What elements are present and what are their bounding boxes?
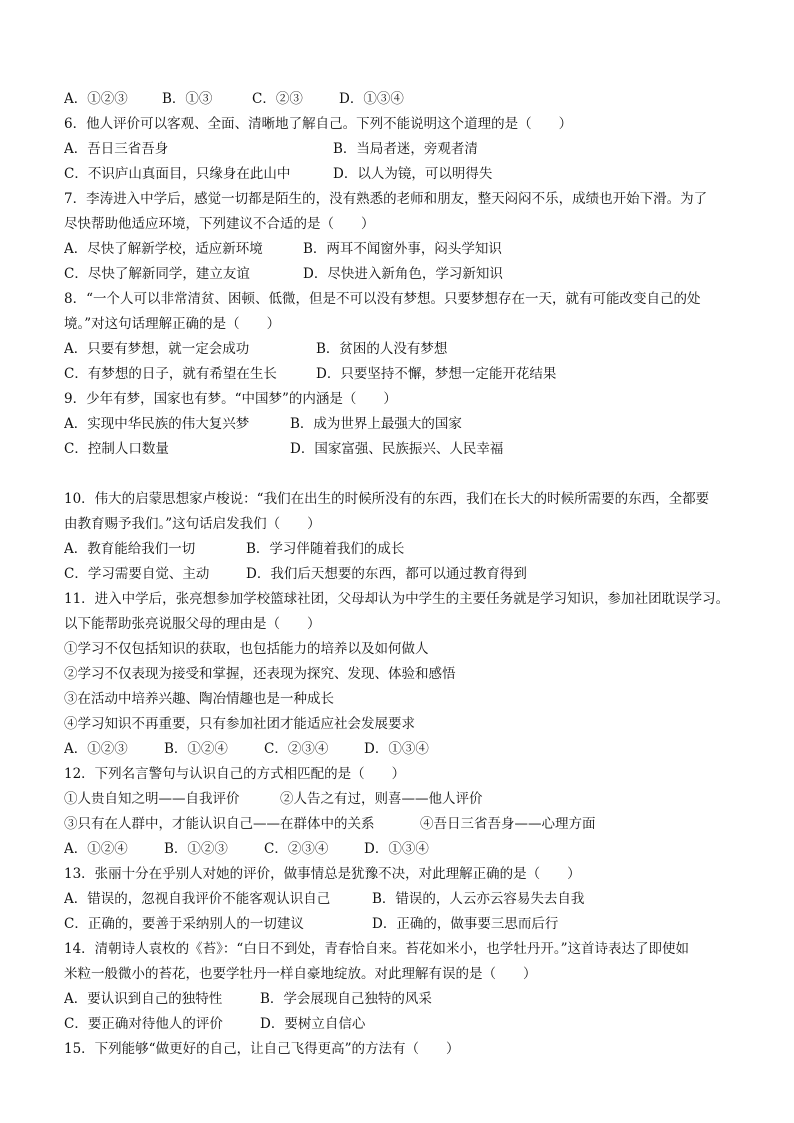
q14-stem-line2: 米粒一般微小的苔花，也要学牡丹一样自豪地绽放。对此理解有误的是（ ） xyxy=(64,966,537,982)
q11-stem-line2: 以下能帮助张亮说服父母的理由是（ ） xyxy=(64,616,321,632)
q13-options-row1 xyxy=(64,887,754,912)
q11-option-a: A．①②③ xyxy=(64,741,128,757)
q14-stem-line1: 14．清朝诗人袁枚的《苔》：“白日不到处，青春恰自来。苔花如米小，也学牡丹开。”这首诗表达了即使如 xyxy=(64,941,689,957)
q7-options-row1 xyxy=(64,237,754,262)
q14-option-d: D．要树立自信心 xyxy=(260,1016,366,1032)
q12-statements-row2 xyxy=(64,812,754,837)
q10-stem-line1: 10．伟大的启蒙思想家卢梭说：“我们在出生的时候所没有的东西，我们在长大的时候所需要的东西，全都要 xyxy=(64,491,710,507)
q6-option-c: C．不识庐山真面目，只缘身在此山中 xyxy=(64,166,291,182)
q6-option-a: A．吾日三省吾身 xyxy=(64,141,169,157)
q11-statement-3: ③在活动中培养兴趣、陶冶情趣也是一种成长 xyxy=(64,691,334,707)
q10-option-d: D．我们后天想要的东西，都可以通过教育得到 xyxy=(246,566,527,582)
q7-option-a: A．尽快了解新学校，适应新环境 xyxy=(64,241,263,257)
q11-statement-1: ①学习不仅包括知识的获取，也包括能力的培养以及如何做人 xyxy=(64,641,429,657)
q6-options-row1 xyxy=(64,137,754,162)
q12-option-c: C．②③④ xyxy=(264,841,329,857)
q8-option-a: A．只要有梦想，就一定会成功 xyxy=(64,341,250,357)
q15-stem: 15．下列能够“做更好的自己，让自己飞得更高”的方法有（ ） xyxy=(64,1041,460,1057)
q7-option-c: C．尽快了解新同学，建立友谊 xyxy=(64,266,250,282)
q11-stem-line1: 11．进入中学后，张亮想参加学校篮球社团，父母却认为中学生的主要任务就是学习知识，参加社团耽误学习。 xyxy=(64,591,730,607)
q9-stem: 9．少年有梦，国家也有梦。“中国梦”的内涵是（ ） xyxy=(64,391,397,407)
q13-option-a: A．错误的，忽视自我评价不能客观认识自己 xyxy=(64,891,331,907)
q12-stem: 12．下列名言警句与认识自己的方式相匹配的是（ ） xyxy=(64,766,406,782)
q11-statement-2: ②学习不仅表现为接受和掌握，还表现为探究、发现、体验和感悟 xyxy=(64,666,456,682)
q9-options-row1 xyxy=(64,412,754,437)
q10-option-a: A．教育能给我们一切 xyxy=(64,541,196,557)
q11-option-c: C．②③④ xyxy=(264,741,329,757)
q12-options xyxy=(64,837,754,862)
q12-statements-row1 xyxy=(64,787,754,812)
q11-option-d: D．①③④ xyxy=(364,741,429,757)
q10-stem-line2: 由教育赐予我们。”这句话启发我们（ ） xyxy=(64,516,321,532)
q8-option-c: C．有梦想的日子，就有希望在生长 xyxy=(64,366,277,382)
q13-stem: 13．张丽十分在乎别人对她的评价，做事情总是犹豫不决，对此理解正确的是（ ） xyxy=(64,866,581,882)
q12-statement-4: ④吾日三省吾身——心理方面 xyxy=(420,816,596,832)
q9-option-d: D．国家富强、民族振兴、人民幸福 xyxy=(290,441,504,457)
q5-option-c: C．②③ xyxy=(252,91,303,107)
q5-option-a: A．①②③ xyxy=(64,91,128,107)
q7-option-b: B．两耳不闻窗外事，闷头学知识 xyxy=(303,241,502,257)
q12-statement-3: ③只有在人群中，才能认识自己——在群体中的关系 xyxy=(64,816,375,832)
q8-option-d: D．只要坚持不懈，梦想一定能开花结果 xyxy=(316,366,557,382)
q9-option-a: A．实现中华民族的伟大复兴梦 xyxy=(64,416,250,432)
q12-statement-2: ②人告之有过，则喜——他人评价 xyxy=(280,791,483,807)
q11-statement-4: ④学习知识不再重要，只有参加社团才能适应社会发展要求 xyxy=(64,716,415,732)
q7-options-row2 xyxy=(64,262,754,287)
q9-option-b: B．成为世界上最强大的国家 xyxy=(290,416,462,432)
q6-option-b: B．当局者迷，旁观者清 xyxy=(333,141,478,157)
q7-stem-line2: 尽快帮助他适应环境，下列建议不合适的是（ ） xyxy=(64,216,375,232)
q9-option-c: C．控制人口数量 xyxy=(64,441,169,457)
q6-stem: 6．他人评价可以客观、全面、清晰地了解自己。下列不能说明这个道理的是（ ） xyxy=(64,116,573,132)
q13-option-b: B．错误的，人云亦云容易失去自我 xyxy=(372,891,585,907)
q14-options-row1 xyxy=(64,987,754,1012)
q5-option-b: B．①③ xyxy=(162,91,213,107)
q8-stem-line1: 8．“一个人可以非常清贫、困顿、低微，但是不可以没有梦想。只要梦想存在一天，就有可能改变自己的处 xyxy=(64,291,701,307)
q13-option-d: D．正确的，做事要三思而后行 xyxy=(372,916,559,932)
q12-option-d: D．①③④ xyxy=(364,841,429,857)
q8-stem-line2: 境。”对这句话理解正确的是（ ） xyxy=(64,316,281,332)
q14-option-c: C．要正确对待他人的评价 xyxy=(64,1016,223,1032)
q14-option-b: B．学会展现自己独特的风采 xyxy=(260,991,432,1007)
q6-option-d: D．以人为镜，可以明得失 xyxy=(333,166,493,182)
q8-options-row1 xyxy=(64,337,754,362)
q12-statement-1: ①人贵自知之明——自我评价 xyxy=(64,791,240,807)
q13-options-row2 xyxy=(64,912,754,937)
q11-option-b: B．①②④ xyxy=(164,741,228,757)
q11-options xyxy=(64,737,754,762)
q10-options-row1 xyxy=(64,537,754,562)
q8-options-row2 xyxy=(64,362,754,387)
q6-options-row2 xyxy=(64,162,754,187)
q8-option-b: B．贫困的人没有梦想 xyxy=(316,341,448,357)
q10-options-row2 xyxy=(64,562,754,587)
q12-option-b: B．①②③ xyxy=(164,841,228,857)
q10-option-b: B．学习伴随着我们的成长 xyxy=(246,541,405,557)
q14-option-a: A．要认识到自己的独特性 xyxy=(64,991,223,1007)
q5-option-d: D．①③④ xyxy=(339,91,404,107)
q12-option-a: A．①②④ xyxy=(64,841,128,857)
q13-option-c: C．正确的，要善于采纳别人的一切建议 xyxy=(64,916,304,932)
q14-options-row2 xyxy=(64,1012,754,1037)
q7-option-d: D．尽快进入新角色，学习新知识 xyxy=(303,266,503,282)
q5-options xyxy=(64,87,754,112)
q10-option-c: C．学习需要自觉、主动 xyxy=(64,566,210,582)
q9-options-row2 xyxy=(64,437,754,462)
q7-stem-line1: 7．李涛进入中学后，感觉一切都是陌生的，没有熟悉的老师和朋友，整天闷闷不乐，成绩也开始下滑。为了 xyxy=(64,191,708,207)
